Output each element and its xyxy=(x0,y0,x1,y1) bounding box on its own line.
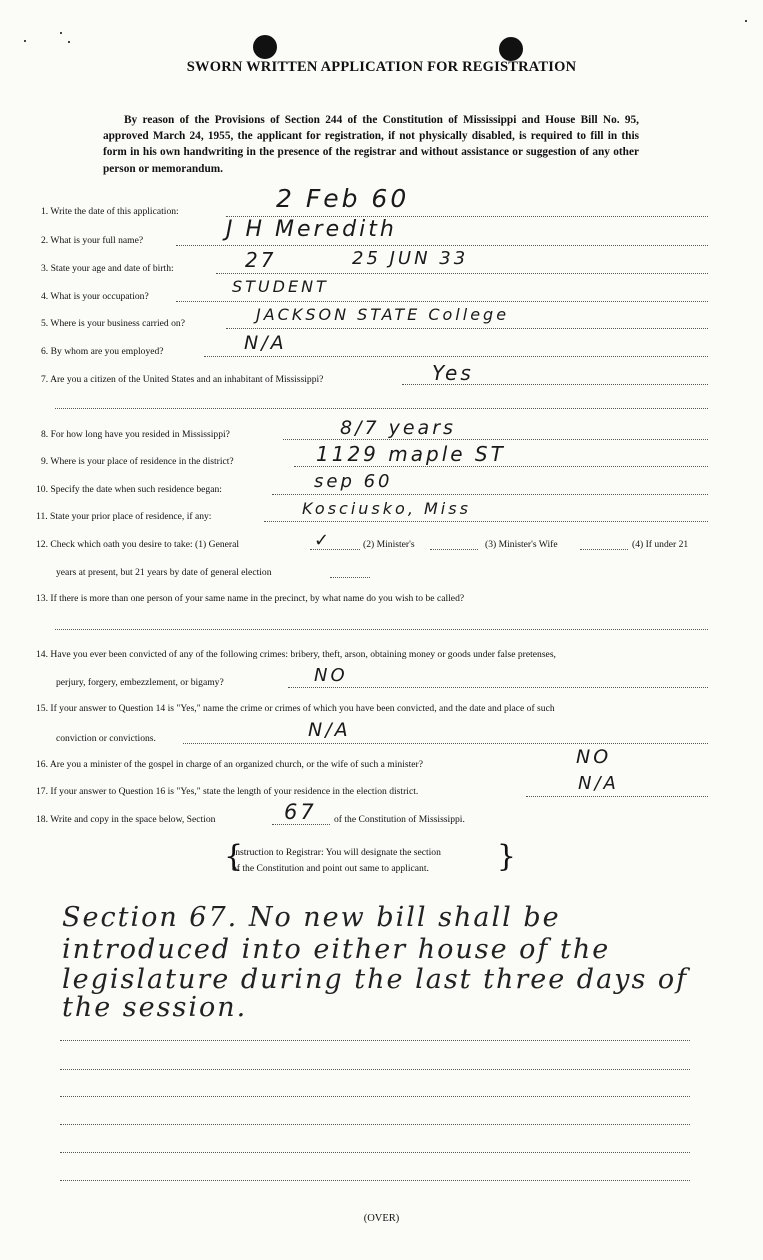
question-16-label: 16. Are you a minister of the gospel in charge of an organized church, or the wife of such a minister? xyxy=(36,759,424,770)
question-7-label: 7. Are you a citizen of the United States and an inhabitant of Mississippi? xyxy=(41,374,324,385)
answer-14-convicted: NO xyxy=(314,665,348,686)
blank-writing-line xyxy=(60,1040,690,1041)
answer-line-9 xyxy=(294,466,708,467)
question-12-label: 12. Check which oath you desire to take: (1) General xyxy=(36,539,240,550)
answer-line-10 xyxy=(272,494,708,495)
oath-under-21-label: (4) If under 21 xyxy=(632,539,689,550)
scan-speck xyxy=(68,41,70,43)
answer-18-section-number: 67 xyxy=(284,800,317,824)
blank-writing-line xyxy=(60,1180,690,1181)
answer-3-age: 27 xyxy=(245,248,277,272)
over-footer: (OVER) xyxy=(363,1213,400,1224)
blank-writing-line xyxy=(60,1124,690,1125)
oath-under-21-line xyxy=(330,577,370,578)
answer-7-citizen: Yes xyxy=(432,361,474,385)
answer-line-14 xyxy=(288,687,708,688)
question-17-label: 17. If your answer to Question 16 is "Yes," state the length of your residence in the election district. xyxy=(36,786,419,797)
oath-ministers-wife-line xyxy=(580,549,628,550)
section-number-line xyxy=(272,824,330,825)
answer-10-residence-start: sep 60 xyxy=(314,471,393,492)
question-1-label: 1. Write the date of this application: xyxy=(41,206,179,217)
answer-15-crimes: N/A xyxy=(308,719,351,741)
question-15-label: 15. If your answer to Question 14 is "Yes," name the crime or crimes of which you have been convicted, and the date and place of such xyxy=(36,703,555,714)
instruction-line-2: of the Constitution and point out same to applicant. xyxy=(232,863,429,874)
answer-line-8 xyxy=(283,439,708,440)
oath-ministers-wife-label: (3) Minister's Wife xyxy=(485,539,558,550)
answer-9-residence: 1129 maple ST xyxy=(316,442,506,466)
answer-8-residence-duration: 8/7 years xyxy=(340,417,456,439)
form-intro-paragraph: By reason of the Provisions of Section 244 of the Constitution of Mississippi and House Bill No. 95, approved March 24, 1955, the applicant for registration, if not physically disabled, is required to fill in this form in his own handwriting in the presence of the registrar and without assistance or suggestion of any other person or memorandum. xyxy=(103,114,639,175)
question-11-label: 11. State your prior place of residence, if any: xyxy=(36,511,212,522)
answer-line-15 xyxy=(183,743,708,744)
registrar-instruction xyxy=(224,839,522,877)
answer-line-17 xyxy=(526,796,708,797)
answer-line-6 xyxy=(204,356,708,357)
question-4-label: 4. What is your occupation? xyxy=(41,291,149,302)
scan-speck xyxy=(745,20,747,22)
answer-16-minister: NO xyxy=(576,746,612,768)
oath-ministers-line xyxy=(430,549,478,550)
punch-hole-right xyxy=(499,37,523,61)
blank-writing-line xyxy=(60,1096,690,1097)
close-brace: } xyxy=(496,839,516,874)
question-18-continued: of the Constitution of Mississippi. xyxy=(334,814,465,825)
question-9-label: 9. Where is your place of residence in the district? xyxy=(41,456,234,467)
question-18-label: 18. Write and copy in the space below, Section xyxy=(36,814,216,825)
answer-5-business-location: JACKSON STATE College xyxy=(256,305,510,324)
answer-line-7-continued xyxy=(55,408,708,409)
answer-12-oath-check: ✓ xyxy=(314,530,333,551)
question-13-label: 13. If there is more than one person of your same name in the precinct, by what name do you wish to be called? xyxy=(36,593,465,604)
answer-line-5 xyxy=(226,328,708,329)
question-10-label: 10. Specify the date when such residence began: xyxy=(36,484,222,495)
scan-speck xyxy=(60,32,62,34)
answer-line-4 xyxy=(176,301,708,302)
question-8-label: 8. For how long have you resided in Mississippi? xyxy=(41,429,230,440)
copied-section-line-3: legislature during the last three days of xyxy=(62,964,689,995)
form-title: SWORN WRITTEN APPLICATION FOR REGISTRATION xyxy=(186,59,577,75)
question-14-continued: perjury, forgery, embezzlement, or bigamy? xyxy=(56,677,224,688)
oath-under-21-continued: years at present, but 21 years by date of general election xyxy=(56,567,272,578)
blank-writing-line xyxy=(60,1152,690,1153)
question-2-label: 2. What is your full name? xyxy=(41,235,144,246)
question-6-label: 6. By whom are you employed? xyxy=(41,346,164,357)
punch-hole-left xyxy=(253,35,277,59)
answer-11-prior-residence: Kosciusko, Miss xyxy=(302,499,471,518)
oath-ministers-label: (2) Minister's xyxy=(363,539,415,550)
question-3-label: 3. State your age and date of birth: xyxy=(41,263,174,274)
answer-4-occupation: STUDENT xyxy=(232,277,329,296)
answer-line-3 xyxy=(216,273,708,274)
answer-line-13 xyxy=(55,629,708,630)
question-5-label: 5. Where is your business carried on? xyxy=(41,318,185,329)
answer-17-residence-length: N/A xyxy=(578,773,619,794)
copied-section-line-2: introduced into either house of the xyxy=(62,934,611,965)
question-14-label: 14. Have you ever been convicted of any of the following crimes: bribery, theft, arson, obtaining money or goods under false pretenses, xyxy=(36,649,556,660)
question-15-continued: conviction or convictions. xyxy=(56,733,156,744)
answer-line-11 xyxy=(264,521,708,522)
scan-speck xyxy=(24,40,26,42)
answer-6-employer: N/A xyxy=(244,332,287,354)
open-brace: { xyxy=(224,839,244,874)
answer-2-name: J H Meredith xyxy=(226,217,397,242)
answer-line-2 xyxy=(176,245,708,246)
instruction-line-1: Instruction to Registrar: You will designate the section xyxy=(232,847,441,858)
blank-writing-line xyxy=(60,1069,690,1070)
copied-section-line-4: the session. xyxy=(62,992,248,1023)
answer-3-birthdate: 25 JUN 33 xyxy=(352,248,469,269)
copied-section-line-1: Section 67. No new bill shall be xyxy=(62,902,561,933)
answer-1-date: 2 Feb 60 xyxy=(276,184,410,213)
